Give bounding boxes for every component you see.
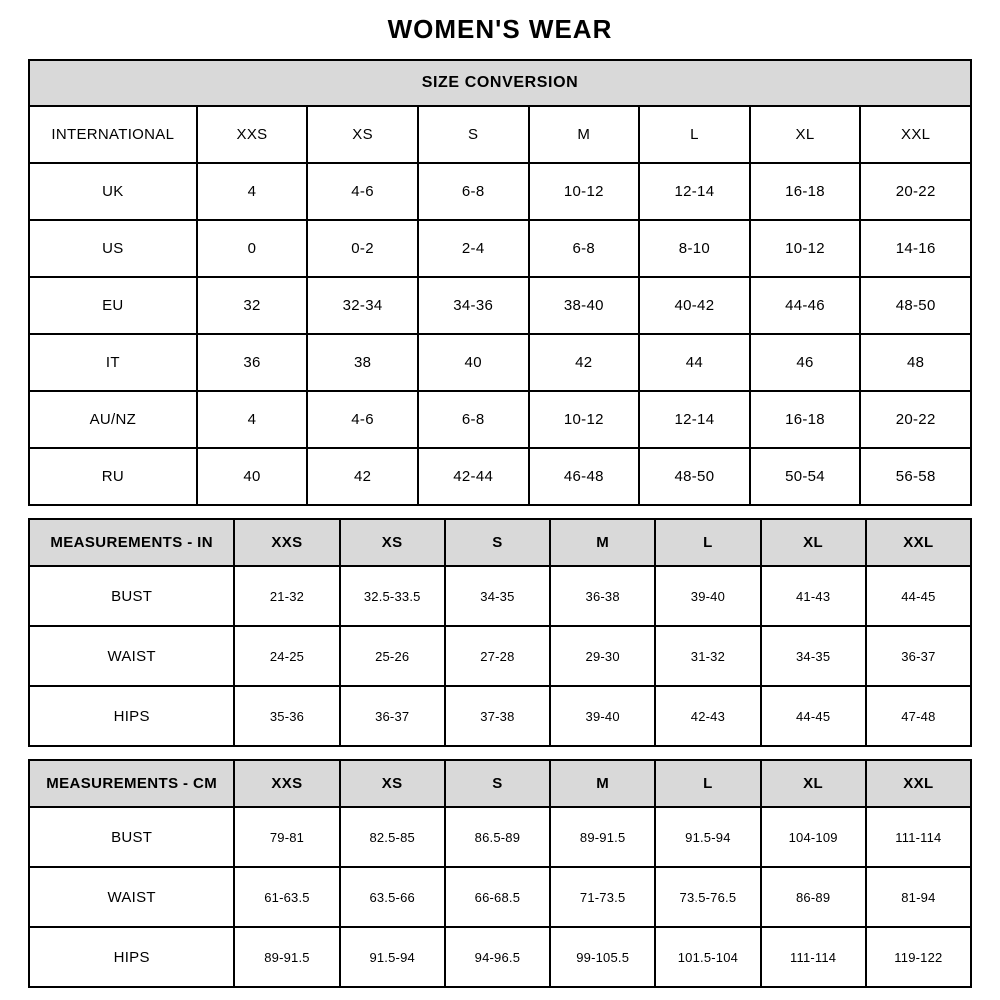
value-cell: 24-25	[234, 626, 339, 686]
size-column-header: XXS	[234, 519, 339, 566]
size-conversion-title-row	[29, 60, 971, 106]
value-cell: 2-4	[418, 220, 529, 277]
measurements-cm-header-row	[29, 760, 971, 807]
size-column-header: XS	[340, 519, 445, 566]
size-column-header: M	[550, 519, 655, 566]
size-column-header: XXS	[234, 760, 339, 807]
table-row	[29, 566, 971, 626]
value-cell: 111-114	[866, 807, 971, 867]
value-cell: XS	[307, 106, 418, 163]
value-cell: 25-26	[340, 626, 445, 686]
row-label: HIPS	[29, 927, 234, 987]
value-cell: 36	[197, 334, 308, 391]
value-cell: 44	[639, 334, 750, 391]
value-cell: 12-14	[639, 163, 750, 220]
value-cell: 40-42	[639, 277, 750, 334]
measurements-in-header-row	[29, 519, 971, 566]
value-cell: 27-28	[445, 626, 550, 686]
value-cell: 34-35	[445, 566, 550, 626]
table-row	[29, 163, 971, 220]
size-column-header: L	[655, 760, 760, 807]
value-cell: 111-114	[761, 927, 866, 987]
value-cell: 63.5-66	[340, 867, 445, 927]
size-conversion-title: SIZE CONVERSION	[29, 60, 971, 106]
table-row	[29, 334, 971, 391]
value-cell: 8-10	[639, 220, 750, 277]
value-cell: 89-91.5	[550, 807, 655, 867]
table-row	[29, 807, 971, 867]
size-column-header: S	[445, 760, 550, 807]
value-cell: 119-122	[866, 927, 971, 987]
row-label: BUST	[29, 807, 234, 867]
table-row	[29, 448, 971, 505]
value-cell: 42-44	[418, 448, 529, 505]
table-row	[29, 867, 971, 927]
value-cell: 94-96.5	[445, 927, 550, 987]
value-cell: 12-14	[639, 391, 750, 448]
table-row	[29, 277, 971, 334]
value-cell: 82.5-85	[340, 807, 445, 867]
value-cell: XXL	[860, 106, 971, 163]
size-column-header: XXL	[866, 760, 971, 807]
size-column-header: XL	[761, 760, 866, 807]
value-cell: 44-46	[750, 277, 861, 334]
value-cell: 4-6	[307, 163, 418, 220]
value-cell: 42	[529, 334, 640, 391]
measurements-cm-table	[28, 759, 972, 988]
value-cell: 79-81	[234, 807, 339, 867]
value-cell: 86-89	[761, 867, 866, 927]
measurements-in-body	[29, 566, 971, 746]
value-cell: 38	[307, 334, 418, 391]
value-cell: 46	[750, 334, 861, 391]
value-cell: 61-63.5	[234, 867, 339, 927]
value-cell: 73.5-76.5	[655, 867, 760, 927]
table-row	[29, 626, 971, 686]
value-cell: 86.5-89	[445, 807, 550, 867]
value-cell: 32.5-33.5	[340, 566, 445, 626]
value-cell: 44-45	[761, 686, 866, 746]
value-cell: 48	[860, 334, 971, 391]
row-label: HIPS	[29, 686, 234, 746]
value-cell: 0-2	[307, 220, 418, 277]
row-label: BUST	[29, 566, 234, 626]
row-label: IT	[29, 334, 197, 391]
table-row	[29, 391, 971, 448]
value-cell: 14-16	[860, 220, 971, 277]
value-cell: 20-22	[860, 391, 971, 448]
size-column-header: XS	[340, 760, 445, 807]
value-cell: S	[418, 106, 529, 163]
value-cell: 48-50	[860, 277, 971, 334]
value-cell: 36-37	[866, 626, 971, 686]
value-cell: 4	[197, 391, 308, 448]
value-cell: 6-8	[418, 391, 529, 448]
row-label: US	[29, 220, 197, 277]
size-conversion-body	[29, 106, 971, 505]
value-cell: 101.5-104	[655, 927, 760, 987]
value-cell: 35-36	[234, 686, 339, 746]
row-label: INTERNATIONAL	[29, 106, 197, 163]
size-column-header: XL	[761, 519, 866, 566]
table-row	[29, 927, 971, 987]
value-cell: 42-43	[655, 686, 760, 746]
value-cell: 37-38	[445, 686, 550, 746]
size-column-header: L	[655, 519, 760, 566]
row-label: RU	[29, 448, 197, 505]
value-cell: 4	[197, 163, 308, 220]
measurements-in-title: MEASUREMENTS - IN	[29, 519, 234, 566]
row-label: EU	[29, 277, 197, 334]
value-cell: 29-30	[550, 626, 655, 686]
table-row	[29, 220, 971, 277]
value-cell: 21-32	[234, 566, 339, 626]
row-label: WAIST	[29, 626, 234, 686]
value-cell: XXS	[197, 106, 308, 163]
row-label: UK	[29, 163, 197, 220]
value-cell: 32-34	[307, 277, 418, 334]
value-cell: 91.5-94	[655, 807, 760, 867]
value-cell: 38-40	[529, 277, 640, 334]
value-cell: 36-37	[340, 686, 445, 746]
size-column-header: S	[445, 519, 550, 566]
value-cell: 42	[307, 448, 418, 505]
value-cell: 89-91.5	[234, 927, 339, 987]
value-cell: 10-12	[529, 163, 640, 220]
value-cell: 16-18	[750, 163, 861, 220]
value-cell: 6-8	[529, 220, 640, 277]
value-cell: 71-73.5	[550, 867, 655, 927]
measurements-cm-title: MEASUREMENTS - CM	[29, 760, 234, 807]
value-cell: 56-58	[860, 448, 971, 505]
value-cell: 16-18	[750, 391, 861, 448]
value-cell: 10-12	[529, 391, 640, 448]
value-cell: 48-50	[639, 448, 750, 505]
value-cell: 4-6	[307, 391, 418, 448]
value-cell: 31-32	[655, 626, 760, 686]
table-row	[29, 106, 971, 163]
value-cell: 39-40	[655, 566, 760, 626]
value-cell: 46-48	[529, 448, 640, 505]
page-title: WOMEN'S WEAR	[387, 14, 613, 44]
value-cell: 40	[197, 448, 308, 505]
value-cell: 50-54	[750, 448, 861, 505]
measurements-in-table	[28, 518, 972, 747]
value-cell: 34-36	[418, 277, 529, 334]
value-cell: 20-22	[860, 163, 971, 220]
value-cell: 39-40	[550, 686, 655, 746]
size-column-header: M	[550, 760, 655, 807]
size-column-header: XXL	[866, 519, 971, 566]
table-row	[29, 686, 971, 746]
value-cell: 34-35	[761, 626, 866, 686]
value-cell: M	[529, 106, 640, 163]
row-label: AU/NZ	[29, 391, 197, 448]
row-label: WAIST	[29, 867, 234, 927]
value-cell: 81-94	[866, 867, 971, 927]
value-cell: 6-8	[418, 163, 529, 220]
value-cell: 32	[197, 277, 308, 334]
value-cell: 0	[197, 220, 308, 277]
value-cell: 40	[418, 334, 529, 391]
value-cell: 91.5-94	[340, 927, 445, 987]
value-cell: 44-45	[866, 566, 971, 626]
measurements-cm-body	[29, 807, 971, 987]
value-cell: 99-105.5	[550, 927, 655, 987]
value-cell: 66-68.5	[445, 867, 550, 927]
value-cell: L	[639, 106, 750, 163]
size-conversion-table	[28, 59, 972, 506]
value-cell: 104-109	[761, 807, 866, 867]
value-cell: 10-12	[750, 220, 861, 277]
value-cell: 36-38	[550, 566, 655, 626]
value-cell: 41-43	[761, 566, 866, 626]
value-cell: XL	[750, 106, 861, 163]
value-cell: 47-48	[866, 686, 971, 746]
